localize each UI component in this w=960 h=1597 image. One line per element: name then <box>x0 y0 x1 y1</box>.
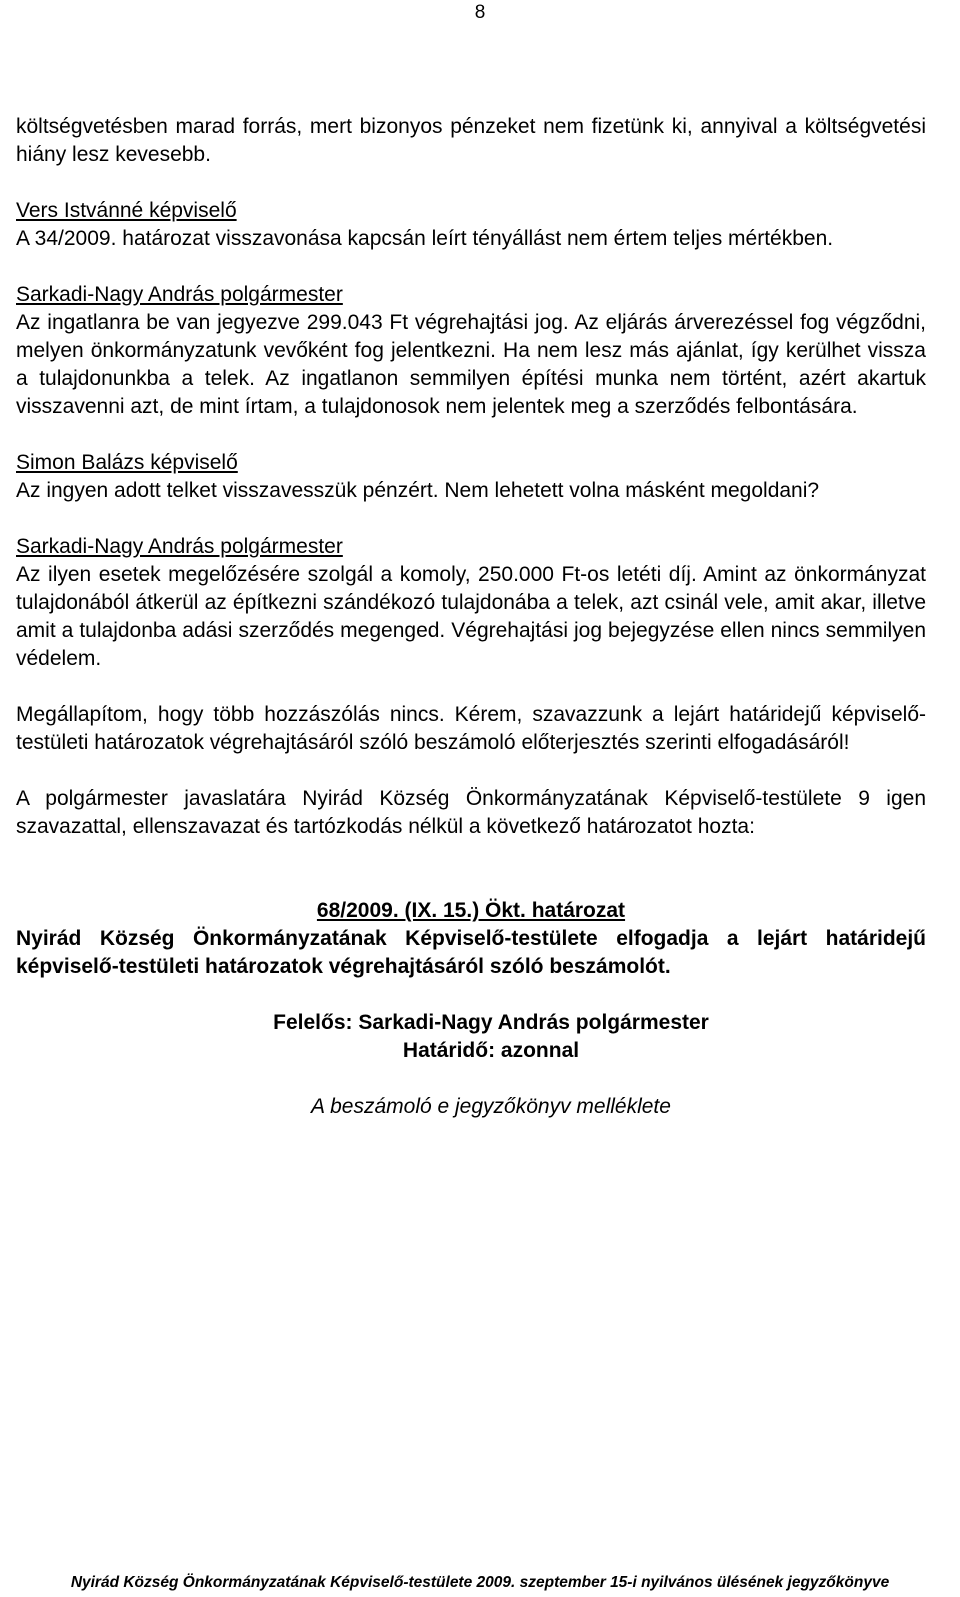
speaker-name: Simon Balázs képviselő <box>16 451 238 474</box>
paragraph: Megállapítom, hogy több hozzászólás nincs. Kérem, szavazzunk a lejárt határidejű képviselő-testületi határozatok végrehajtásáról szóló beszámoló előterjesztés szerinti elfogadásáról! <box>16 703 926 754</box>
paragraph: költségvetésben marad forrás, mert bizonyos pénzeket nem fizetünk ki, annyival a költségvetési hiány lesz kevesebb. <box>16 115 926 166</box>
paragraph: Az ingyen adott telket visszavesszük pénzért. Nem lehetett volna másként megoldani? <box>16 479 820 502</box>
resolution-responsible <box>16 1009 926 1065</box>
resolution-deadline: Határidő: azonnal <box>402 1039 580 1062</box>
paragraph: Az ilyen esetek megelőzésére szolgál a komoly, 250.000 Ft-os letéti díj. Amint az önkormányzat tulajdonából átkerül az építkezni szándékozó tulajdonába a telek, azt csinál vele, amit akar, illetve amit a tulajdonba adási szerződés megenged. Végrehajtási jog bejegyzése ellen nincs semmilyen védelem. <box>16 563 926 670</box>
speaker-name: Sarkadi-Nagy András polgármester <box>16 535 343 558</box>
paragraph: Az ingatlanra be van jegyezve 299.043 Ft végrehajtási jog. Az eljárás árverezéssel fog végződni, melyen önkormányzatunk vevőként fog jelentkezni. Ha nem lesz más ajánlat, így kerülhet vissza a tulajdonunkba a telek. Az ingatlanon semmilyen építési munka nem történt, azért akartuk visszavenni azt, de mint írtam, a tulajdonosok nem jelentek meg a szerződés felbontására. <box>16 311 926 418</box>
responsible-person: Felelős: Sarkadi-Nagy András polgármester <box>273 1011 709 1034</box>
paragraph: A polgármester javaslatára Nyirád Község Önkormányzatának Képviselő-testülete 9 igen szavazattal, ellenszavazat és tartózkodás nélkül a következő határozatot hozta: <box>16 787 926 838</box>
resolution-title: 68/2009. (IX. 15.) Ökt. határozat <box>316 899 626 922</box>
document-body <box>16 113 926 1121</box>
paragraph: A 34/2009. határozat visszavonása kapcsán leírt tényállást nem értem teljes mértékben. <box>16 227 834 250</box>
speaker-name: Vers Istvánné képviselő <box>16 199 237 222</box>
page-footer: Nyirád Község Önkormányzatának Képviselő-testülete 2009. szeptember 15-i nyilvános ülésének jegyzőkönyve <box>70 1574 890 1591</box>
resolution-body: Nyirád Község Önkormányzatának Képviselő-testülete elfogadja a lejárt határidejű képviselő-testületi határozatok végrehajtásáról szóló beszámolót. <box>16 927 926 978</box>
page-number: 8 <box>474 2 486 23</box>
annex-note: A beszámoló e jegyzőkönyv melléklete <box>311 1095 671 1118</box>
speaker-name: Sarkadi-Nagy András polgármester <box>16 283 343 306</box>
